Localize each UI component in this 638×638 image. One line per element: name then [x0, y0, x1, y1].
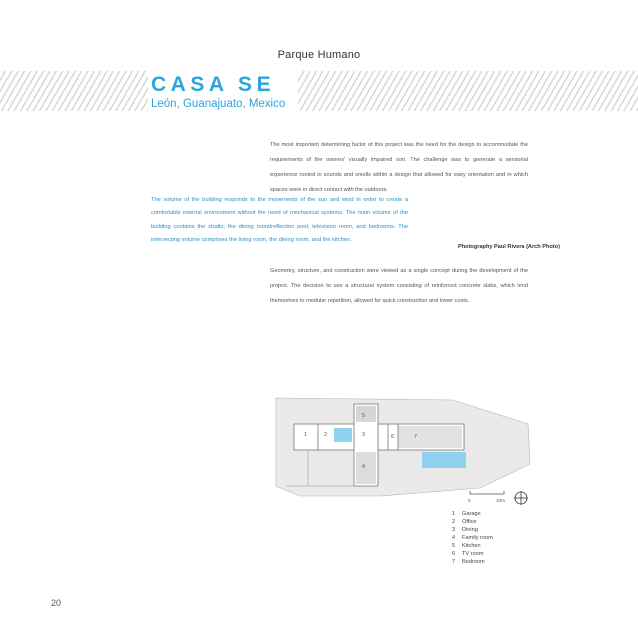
- room-number: 7: [414, 434, 418, 440]
- page-number: 20: [51, 598, 62, 608]
- floor-plan: [268, 390, 538, 510]
- legend-item: [452, 542, 493, 550]
- room-kitchen-fill: [356, 406, 376, 422]
- callout-paragraph: The volume of the building responds to the movements of the sun and wind in order to create a comfortable internal environment without the need of mechanical systems. The main volume of the building contains the studio, the dining room/reflection pool, television room, and bedrooms. The intersecting volume comprises the living room, the dining room, and the kitchen.: [151, 197, 408, 244]
- legend-label: Family room: [462, 535, 493, 541]
- scale-start-label: 0: [468, 498, 471, 503]
- room-number: 5: [362, 413, 366, 419]
- legend-label: TV room: [462, 551, 484, 557]
- project-location: León, Guanajuato, Mexico: [151, 98, 286, 110]
- reflection-pool: [334, 428, 352, 442]
- legend-label: Dining: [462, 527, 478, 533]
- legend-number: 6: [452, 551, 456, 557]
- legend-label: Bedroom: [462, 559, 485, 565]
- plan-legend: [452, 510, 493, 566]
- legend-item: [452, 558, 493, 566]
- north-arrow-icon: [514, 491, 528, 505]
- legend-number: 7: [452, 559, 456, 565]
- legend-item: [452, 550, 493, 558]
- legend-number: 4: [452, 535, 456, 541]
- photo-credit: Photography Paul Rivera (Arch Photo): [458, 244, 560, 250]
- legend-label: Kitchen: [462, 543, 481, 549]
- hatch-decoration-band: [0, 71, 638, 111]
- room-number: 2: [324, 432, 328, 438]
- room-number: 3: [362, 432, 366, 438]
- intro-paragraph: The most important determining factor of this project was the need for the design to accommodate the requirements of the owners' visually impaired son. The challenge was to generate a sensorial experience rooted in sounds and smells within a design that allowed for easy orientation and in which spaces were in direct contact with the outdoors.: [270, 142, 528, 193]
- room-number: 1: [304, 432, 308, 438]
- room-family-fill: [356, 452, 376, 484]
- structure-paragraph: Geometry, structure, and construction were viewed as a single concept during the development of the project. The decision to use a structural system consisting of reinforced concrete slabs, which lend themselves to modular repetition, allowed for quick construction and lower costs.: [270, 268, 528, 304]
- legend-number: 3: [452, 527, 456, 533]
- legend-number: 1: [452, 511, 456, 517]
- legend-item: [452, 510, 493, 518]
- room-number: 4: [362, 464, 366, 470]
- legend-item: [452, 526, 493, 534]
- legend-item: [452, 518, 493, 526]
- legend-label: Office: [462, 519, 477, 525]
- scale-end-label: 10m: [496, 498, 505, 503]
- section-header: Parque Humano: [277, 49, 361, 61]
- room-number: 6: [391, 434, 395, 440]
- legend-number: 5: [452, 543, 456, 549]
- project-title: CASA SE: [151, 73, 276, 96]
- room-bedroom-fill: [398, 426, 462, 448]
- outdoor-pool: [422, 452, 466, 468]
- legend-label: Garage: [462, 511, 481, 517]
- legend-item: [452, 534, 493, 542]
- legend-number: 2: [452, 519, 456, 525]
